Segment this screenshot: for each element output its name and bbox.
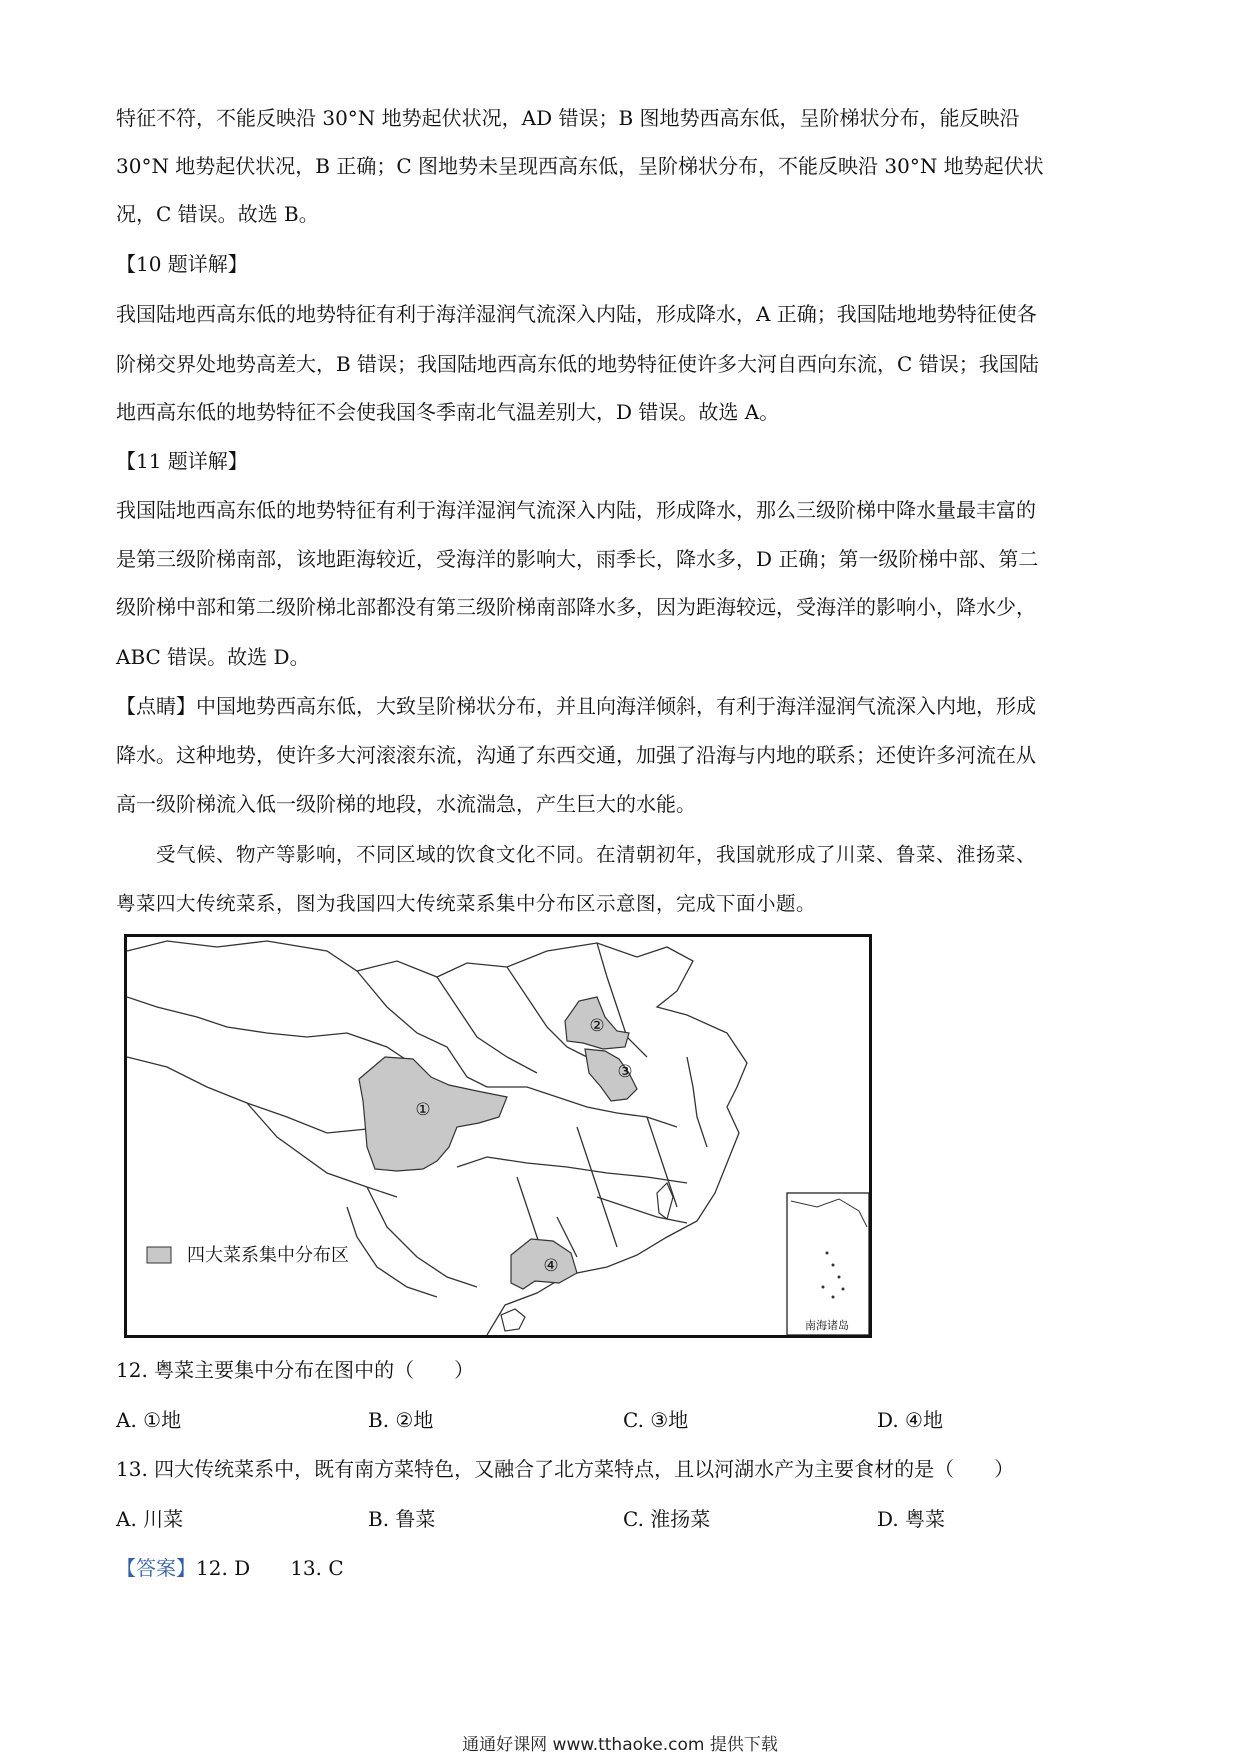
region-label-4: ④ [543, 1256, 559, 1276]
text-line: 况，C 错误。故选 B。 [116, 202, 319, 226]
q13-option-b: B. 鲁菜 [368, 1507, 436, 1531]
dianjing-text: 中国地势西高东低，大致呈阶梯状分布，并且向海洋倾斜，有利于海洋湿润气流深入内地，形成 [196, 694, 1036, 718]
answer-12: 12. D [196, 1556, 251, 1580]
q12-option-c: C. ③地 [623, 1408, 689, 1432]
question-intro: 受气候、物产等影响，不同区域的饮食文化不同。在清朝初年，我国就形成了川菜、鲁菜、淮扬菜、 [156, 843, 1037, 866]
section-heading-10: 【10 题详解】 [116, 252, 248, 276]
region-label-1: ① [415, 1100, 431, 1120]
hainan-island [501, 1309, 525, 1331]
q12-option-a: A. ①地 [116, 1408, 182, 1432]
region-sichuan [359, 1057, 507, 1171]
question-intro: 粤菜四大传统菜系，图为我国四大传统菜系集中分布区示意图，完成下面小题。 [116, 892, 817, 915]
cuisine-map [124, 934, 872, 1338]
text-line: 降水。这种地势，使许多大河滚滚东流，沟通了东西交通，加强了沿海与内地的联系；还使许多河流在从 [116, 743, 1036, 767]
section-heading-11: 【11 题详解】 [116, 449, 248, 473]
inset-label: 南海诸岛 [805, 1319, 849, 1332]
question-12-stem: 12. 粤菜主要集中分布在图中的（ ） [116, 1358, 475, 1382]
text-line: 是第三级阶梯南部，该地距海较近，受海洋的影响大，雨季长，降水多，D 正确；第一级阶梯中部、第二 [116, 547, 1039, 571]
text-line: 30°N 地势起伏状况，B 正确；C 图地势未呈现西高东低，呈阶梯状分布，不能反映沿 30°N 地势起伏状 [116, 154, 1044, 178]
q13-option-a: A. 川菜 [116, 1507, 184, 1531]
text-line: 特征不符，不能反映沿 30°N 地势起伏状况，AD 错误；B 图地势西高东低，呈阶梯状分布，能反映沿 [116, 106, 1020, 130]
text-line: 阶梯交界处地势高差大，B 错误；我国陆地西高东低的地势特征使许多大河自西向东流，C 错误；我国陆 [116, 352, 1039, 376]
page-footer: 通通好课网 www.tthaoke.com 提供下载 [462, 1735, 778, 1755]
inset-frame [787, 1193, 869, 1335]
region-label-2: ② [589, 1016, 605, 1036]
q12-option-d: D. ④地 [877, 1408, 943, 1432]
shaded-regions [359, 997, 637, 1289]
text-line: 地西高东低的地势特征不会使我国冬季南北气温差别大，D 错误。故选 A。 [116, 400, 780, 424]
text-line: 高一级阶梯流入低一级阶梯的地段，水流湍急，产生巨大的水能。 [116, 792, 696, 816]
answer-13: 13. C [290, 1556, 344, 1580]
text-line: 级阶梯中部和第二级阶梯北部都没有第三级阶梯南部降水多，因为距海较远，受海洋的影响小，降水少， [116, 595, 1036, 619]
china-map-svg [127, 937, 869, 1335]
dianjing-label: 【点睛】 [116, 694, 196, 718]
question-13-stem: 13. 四大传统菜系中，既有南方菜特色，又融合了北方菜特点，且以河湖水产为主要食材的是（ ） [116, 1457, 1015, 1481]
text-line: 我国陆地西高东低的地势特征有利于海洋湿润气流深入内陆，形成降水，那么三级阶梯中降水量最丰富的 [116, 498, 1036, 522]
text-line: 我国陆地西高东低的地势特征有利于海洋湿润气流深入内陆，形成降水，A 正确；我国陆地地势特征使各 [116, 302, 1037, 326]
answer-line [116, 1553, 344, 1583]
q13-option-d: D. 粤菜 [877, 1507, 946, 1531]
legend-label: 四大菜系集中分布区 [187, 1245, 349, 1266]
region-label-3: ③ [617, 1062, 633, 1082]
q12-option-b: B. ②地 [368, 1408, 434, 1432]
legend-swatch [147, 1247, 171, 1263]
dianjing-line [116, 691, 1036, 721]
text-line: ABC 错误。故选 D。 [116, 645, 310, 669]
q13-option-c: C. 淮扬菜 [623, 1507, 711, 1531]
answer-label: 【答案】 [116, 1556, 196, 1580]
